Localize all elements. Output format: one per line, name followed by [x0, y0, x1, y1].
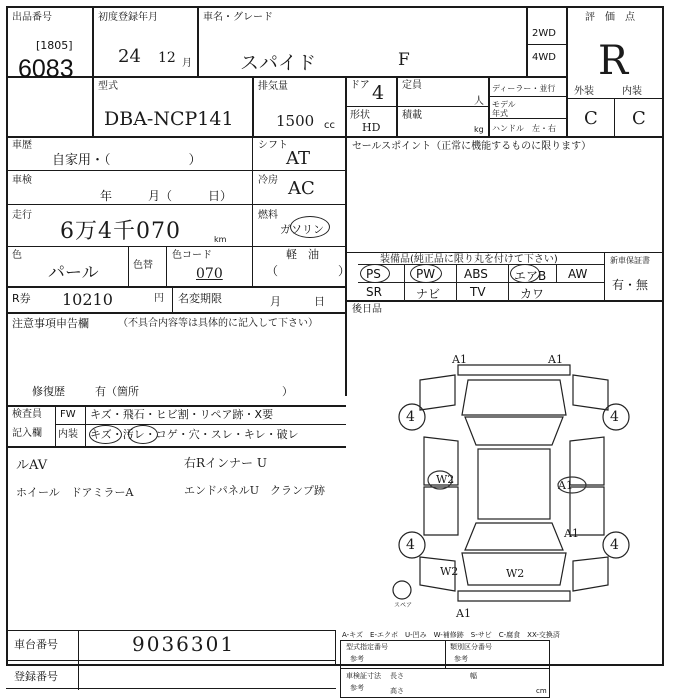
mark-wheel-rl: 4	[406, 537, 415, 553]
inspector-col-1	[55, 405, 56, 446]
dims-label: 車検証寸法	[346, 672, 381, 680]
inspector-label-1: 検査員	[12, 409, 42, 420]
mark-rear-left: W2	[440, 565, 459, 578]
color-divider-2	[166, 246, 167, 286]
lot-no-label: 出品番号	[12, 12, 52, 23]
inspector-label-2: 記入欄	[12, 428, 42, 439]
mark-wheel-fr: 4	[610, 409, 619, 425]
shape-value: HD	[362, 121, 381, 134]
equipment-grid-col-3	[508, 265, 509, 301]
color-code-label: 色コード	[172, 250, 212, 261]
dims-ref: 参考	[350, 684, 364, 692]
equip-tv: TV	[470, 285, 486, 299]
damage-legend: A-キズ E-エクボ U-凹み W-補修跡 S-サビ C-腐食 XX-交換済	[342, 631, 560, 639]
door-value: 4	[372, 82, 385, 104]
grade: F	[398, 50, 410, 70]
car-name: スパイド	[240, 52, 317, 74]
equip-abs: ABS	[464, 267, 488, 281]
fuel-diesel: 軽 油	[286, 248, 319, 261]
inspector-top-line	[6, 405, 346, 407]
remark-right-2: エンドパネルU クランプ跡	[184, 484, 326, 497]
rear-bumper-shape	[458, 591, 570, 601]
height-label: 高さ	[390, 687, 404, 695]
reg-month: 12	[158, 50, 176, 66]
car-grade-label: 車名・グレード	[203, 12, 273, 23]
repair-label: 修復歴	[32, 385, 65, 398]
equipment-grid-midline	[358, 282, 604, 283]
width-label: 幅	[470, 672, 477, 680]
equipment-grid	[358, 264, 604, 301]
chassis-number: 9036301	[132, 632, 236, 656]
color-label: 色	[12, 250, 22, 261]
fuel-gasoline: ガソリン	[280, 223, 324, 236]
recycle-amount: 10210	[62, 290, 113, 309]
col-divider-1	[92, 6, 94, 136]
dealer-divider	[488, 96, 566, 97]
equip-pw: PW	[416, 267, 436, 281]
ps-circle	[360, 264, 390, 283]
interior-stain-circle	[128, 425, 158, 444]
equipment-grid-col-2	[456, 265, 457, 301]
dealer-label: ディーラー・並行	[492, 84, 556, 93]
model-year-label: モデル年式	[492, 100, 516, 118]
length-label: 長さ	[390, 672, 404, 680]
model-designation-label: 型式指定番号	[346, 643, 388, 651]
drive-2wd: 2WD	[532, 28, 556, 39]
displacement-label: 排気量	[258, 81, 288, 92]
warranty-label: 新車保証書	[610, 256, 650, 265]
model-value: DBA-NCP141	[104, 108, 234, 130]
class-label: 類別区分番号	[450, 643, 492, 651]
capacity-label: 定員	[402, 80, 422, 91]
exterior-score: C	[584, 108, 598, 129]
equipment-label: 装備品(純正品に限り丸を付けて下さい)	[380, 254, 558, 265]
inspection-value: 年 月（ 日）	[100, 189, 233, 203]
mark-trunk: W2	[506, 567, 525, 580]
usage-label: 車歴	[12, 140, 32, 151]
score-label: 評 価 点	[585, 12, 635, 23]
detail-col-divider	[252, 136, 253, 286]
col-divider-6	[488, 76, 490, 137]
name-change-label: 名変期限	[178, 292, 222, 305]
interior-score: C	[632, 108, 646, 129]
reg-bottom-line	[6, 688, 336, 689]
col-divider-drive	[526, 6, 528, 77]
lot-prefix: [1805]	[36, 39, 73, 52]
load-label: 積載	[402, 110, 422, 121]
col-divider-3	[252, 76, 254, 137]
fw-label: FW	[60, 409, 76, 420]
fuel-bracket: （ ）	[266, 264, 351, 278]
km-unit: km	[214, 235, 227, 244]
repair-value: 有（箇所 ）	[95, 385, 293, 398]
mileage-value: 6万4千070	[60, 219, 181, 244]
drive-4wd: 4WD	[532, 52, 556, 63]
interior-inspect-label: 内装	[58, 429, 78, 440]
month-unit: 月	[182, 58, 192, 69]
equip-aw: AW	[568, 267, 588, 281]
mark-wheel-fl: 4	[406, 409, 415, 425]
mark-left-door: W2	[436, 473, 455, 486]
reg-year: 24	[118, 46, 141, 67]
chassis-col	[78, 630, 79, 666]
ac-label: 冷房	[258, 175, 278, 186]
class-ref: 参考	[454, 655, 468, 663]
remark-left-1: ルAV	[16, 458, 48, 473]
person-unit: 人	[474, 96, 484, 107]
front-right-fender-shape	[573, 375, 608, 410]
equip-leather: カワ	[520, 287, 545, 301]
col-divider-score	[566, 6, 568, 137]
cc-unit: cc	[324, 120, 335, 131]
header-row-divider	[6, 76, 566, 78]
car-damage-diagram	[380, 345, 670, 625]
spare-tire-shape	[393, 581, 411, 599]
ext-int-divider	[614, 98, 615, 137]
reg-number-label: 登録番号	[14, 670, 58, 683]
handle-label: ハンドル 左・右	[492, 124, 556, 133]
warranty-divider	[604, 252, 605, 300]
score-divider	[566, 98, 664, 99]
mark-front-left-a1: A1	[452, 353, 467, 366]
rear-right-quarter-shape	[573, 557, 608, 591]
inspection-label: 車検	[12, 175, 32, 186]
front-bumper-shape	[458, 365, 570, 375]
shift-value: AT	[286, 148, 311, 169]
rear-window-shape	[465, 523, 563, 550]
modelyear-divider	[488, 118, 566, 119]
cm-unit: cm	[536, 687, 547, 695]
mark-front-right-a1: A1	[548, 353, 563, 366]
mark-wheel-rr: 4	[610, 537, 619, 553]
usage-value: 自家用・（ ）	[52, 153, 202, 168]
name-change-value: 月 日	[270, 295, 325, 308]
recycle-label: R券	[12, 292, 31, 305]
recycle-divider	[172, 286, 173, 312]
chassis-label: 車台番号	[14, 638, 58, 651]
lot-number: 6083	[18, 55, 74, 83]
row-line-2	[6, 204, 346, 205]
reg-col	[78, 666, 79, 690]
row-line-5	[6, 312, 346, 314]
after-items-label: 後日品	[352, 304, 382, 315]
first-reg-label: 初度登録年月	[98, 12, 158, 23]
interior-label: 内装	[622, 86, 642, 97]
hood-shape	[462, 380, 566, 415]
fw-text: キズ・飛石・ヒビ割・リペア跡・X要	[90, 408, 274, 421]
fuel-label: 燃料	[258, 210, 278, 221]
mark-right-door: A1	[558, 479, 573, 492]
equipment-grid-col-4	[556, 265, 557, 283]
mark-right-rear: A1	[564, 527, 579, 540]
mark-spare: スペア	[394, 602, 413, 609]
mileage-label: 走行	[12, 210, 32, 221]
airbag-circle	[510, 264, 540, 283]
yen-unit: 円	[154, 293, 164, 304]
right-front-door-shape	[570, 437, 604, 485]
row-line-1	[6, 170, 346, 171]
bottom-right-mid	[340, 668, 550, 669]
exterior-label: 外装	[574, 86, 594, 97]
model-label: 型式	[98, 81, 118, 92]
color-change-label: 色替	[133, 260, 153, 271]
row-line-4	[6, 286, 346, 288]
chassis-mid-line	[6, 660, 336, 661]
roof-shape	[478, 449, 550, 519]
door-label: ドア	[350, 80, 370, 91]
remark-right-1: 右Rインナー U	[184, 456, 267, 470]
shape-label: 形状	[350, 110, 370, 121]
score-value: R	[598, 38, 629, 84]
ac-value: AC	[288, 178, 315, 199]
pw-circle	[410, 264, 442, 283]
inspector-col-2	[85, 405, 86, 446]
mark-rear-bumper: A1	[456, 607, 471, 620]
displacement-value: 1500	[276, 112, 315, 130]
fuel-selected-circle	[290, 216, 330, 238]
color-value: パール	[48, 263, 99, 283]
equip-navi: ナビ	[416, 287, 441, 301]
notes-instruction: （不具合内容等は具体的に記入して下さい）	[118, 318, 318, 329]
bottom-right-col	[445, 640, 446, 668]
color-code-value: 070	[196, 266, 223, 282]
equip-top-line	[345, 252, 664, 253]
notes-label: 注意事項申告欄	[12, 317, 89, 330]
equip-ps: PS	[366, 267, 381, 281]
interior-scratch-circle	[89, 425, 122, 444]
equip-sr: SR	[366, 285, 382, 299]
shift-label: シフト	[258, 140, 288, 151]
warranty-value: 有・無	[612, 278, 649, 292]
equipment-grid-col-1	[404, 265, 405, 301]
drive-divider	[526, 44, 566, 45]
sales-point-label: セールスポイント（正常に機能するものに限ります）	[352, 141, 592, 152]
inspector-bottom-line	[6, 446, 346, 448]
col-divider-2	[197, 6, 199, 77]
color-divider-1	[128, 246, 129, 286]
model-designation-ref: 参考	[350, 655, 364, 663]
kg-unit: kg	[474, 125, 484, 134]
interior-inspect-text: キズ・汚レ・コゲ・穴・スレ・キレ・破レ	[90, 428, 299, 441]
left-rear-door-shape	[424, 487, 458, 535]
front-left-fender-shape	[420, 375, 455, 410]
door-shape-divider	[345, 106, 488, 107]
windshield-shape	[465, 417, 563, 445]
equip-airbag: エアB	[514, 269, 547, 283]
remark-left-2: ホイール ドアミラーA	[16, 486, 134, 499]
